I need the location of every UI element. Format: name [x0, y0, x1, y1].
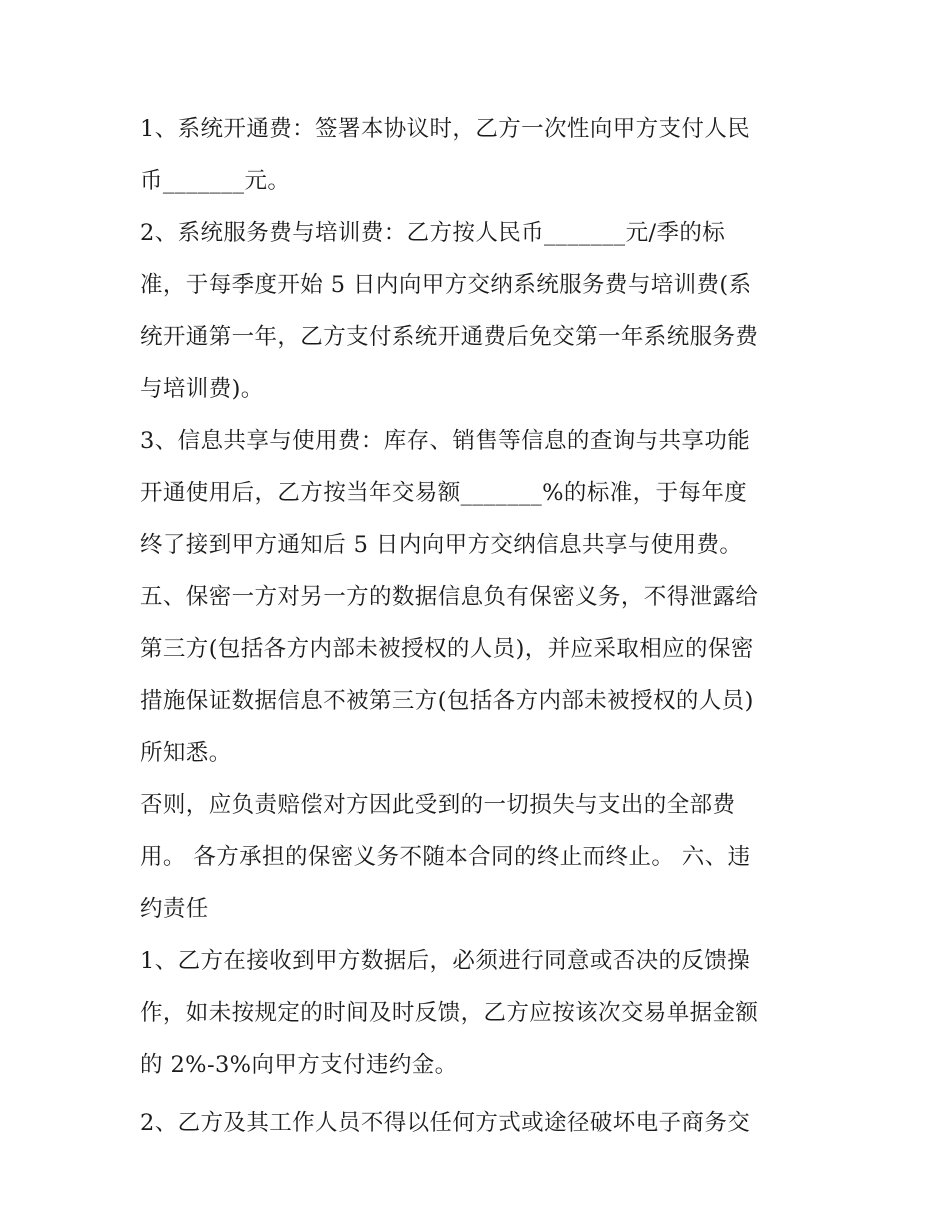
- text-line: 否则，应负责赔偿对方因此受到的一切损失与支出的全部费: [140, 792, 736, 818]
- text-line: 3、信息共享与使用费：库存、销售等信息的查询与共享功能: [140, 428, 751, 454]
- text-line: 准，于每季度开始 5 日内向甲方交纳系统服务费与培训费(系: [140, 272, 752, 298]
- text-line: 终了接到甲方通知后 5 日内向甲方交纳信息共享与使用费。: [140, 532, 743, 558]
- text-line: 统开通第一年，乙方支付系统开通费后免交第一年系统服务费: [140, 324, 759, 350]
- text-line: 第三方(包括各方内部未被授权的人员)，并应采取相应的保密: [140, 636, 754, 662]
- text-line: 的 2%-3%向甲方支付违约金。: [140, 1052, 458, 1078]
- text-line: 作，如未按规定的时间及时反馈，乙方应按该次交易单据金额: [140, 1000, 759, 1026]
- text-line: 1、系统开通费：签署本协议时，乙方一次性向甲方支付人民: [140, 116, 751, 142]
- text-line: 2、乙方及其工作人员不得以任何方式或途径破坏电子商务交: [140, 1110, 751, 1136]
- text-line: 币_______元。: [140, 168, 291, 194]
- text-line: 约责任: [140, 896, 209, 922]
- text-line: 2、系统服务费与培训费：乙方按人民币_______元/季的标: [140, 220, 726, 246]
- text-line: 措施保证数据信息不被第三方(包括各方内部未被授权的人员): [140, 688, 754, 714]
- text-line: 所知悉。: [140, 740, 232, 766]
- text-line: 与培训费)。: [140, 376, 264, 402]
- text-line: 1、乙方在接收到甲方数据后，必须进行同意或否决的反馈操: [140, 948, 751, 974]
- text-line: 用。 各方承担的保密义务不随本合同的终止而终止。 六、违: [140, 844, 751, 870]
- text-line: 开通使用后，乙方按当年交易额_______%的标准，于每年度: [140, 480, 748, 506]
- text-line: 五、保密一方对另一方的数据信息负有保密义务，不得泄露给: [140, 584, 759, 610]
- document-body: [140, 103, 830, 1149]
